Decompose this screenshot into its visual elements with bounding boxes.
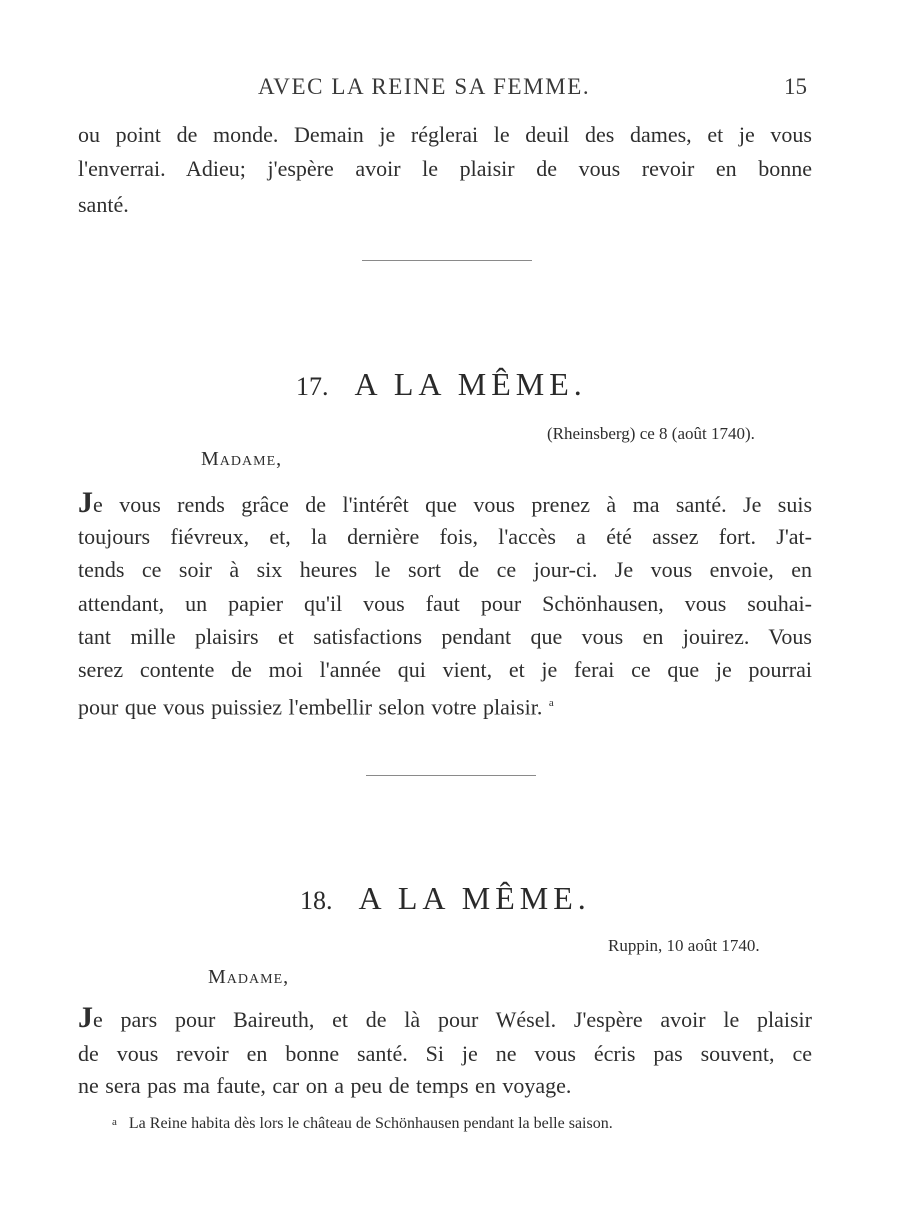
text-line: serez contente de moi l'année qui vient, et je ferai ce que je pourrai (78, 657, 812, 682)
text-line: santé. (78, 192, 129, 217)
letter-number: 17. (296, 372, 329, 401)
text-line: ne sera pas ma faute, car on a peu de temps en voyage. (78, 1073, 572, 1098)
footnote-label: a (112, 1116, 117, 1128)
running-title: AVEC LA REINE SA FEMME. (258, 74, 591, 99)
text-line-content: e vous rends grâce de l'intérêt que vous prenez à ma santé. Je suis (93, 492, 812, 517)
text-line: attendant, un papier qu'il vous faut pour Schönhausen, vous souhai- (78, 591, 812, 616)
text-line: tant mille plaisirs et satisfactions pendant que vous en jouirez. Vous (78, 624, 812, 649)
text-line: tends ce soir à six heures le sort de ce jour-ci. Je vous envoie, en (78, 557, 812, 582)
footnote-reference[interactable]: a (548, 697, 554, 709)
text-line: toujours fiévreux, et, la dernière fois, l'accès a été assez fort. J'at- (78, 524, 812, 549)
letter-heading (300, 880, 591, 917)
footnote-text: La Reine habita dès lors le château de Schönhausen pendant la belle saison. (128, 1115, 613, 1132)
drop-cap: J (78, 486, 93, 519)
letter-title: A LA MÊME. (354, 366, 587, 402)
letter-dateline: Ruppin, 10 août 1740. (608, 936, 760, 955)
text-line-content: pour que vous puissiez l'embellir selon votre plaisir. (78, 694, 543, 720)
text-line: l'enverrai. Adieu; j'espère avoir le plaisir de vous revoir en bonne (78, 156, 812, 181)
section-divider (362, 260, 532, 261)
text-line (78, 686, 812, 724)
text-line (78, 1003, 812, 1037)
drop-cap: J (78, 1001, 93, 1034)
letter-salutation: Madame, (201, 448, 283, 470)
page-number: 15 (784, 74, 807, 99)
text-line-content: e pars pour Baireuth, et de là pour Wésel. J'espère avoir le plaisir (93, 1007, 812, 1032)
footnote (112, 1115, 613, 1133)
text-line (78, 488, 812, 522)
text-line: ou point de monde. Demain je réglerai le deuil des dames, et je vous (78, 122, 812, 147)
letter-title: A LA MÊME. (358, 880, 591, 916)
letter-salutation: Madame, (208, 966, 290, 988)
section-divider (366, 775, 536, 776)
letter-dateline: (Rheinsberg) ce 8 (août 1740). (547, 424, 755, 443)
letter-heading (296, 366, 587, 403)
text-line: de vous revoir en bonne santé. Si je ne vous écris pas souvent, ce (78, 1041, 812, 1066)
letter-number: 18. (300, 886, 333, 915)
